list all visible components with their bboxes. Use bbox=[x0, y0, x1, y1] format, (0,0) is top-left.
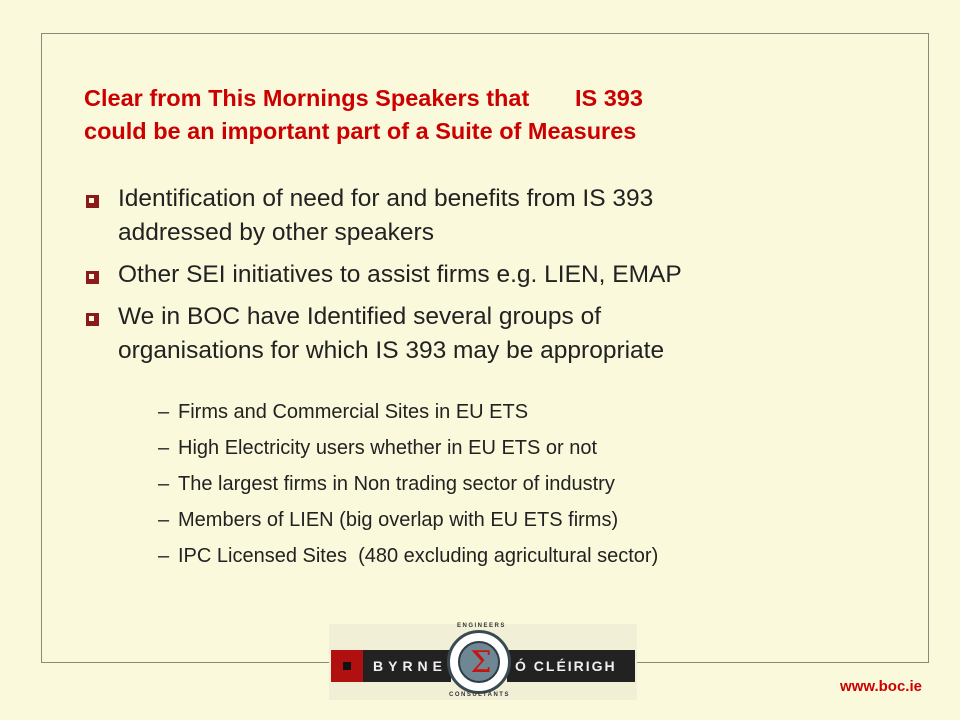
sub-bullet-item bbox=[160, 544, 880, 580]
sigma-icon: Σ bbox=[470, 645, 492, 680]
bullet-item bbox=[84, 300, 904, 368]
logo-emblem-inner bbox=[458, 641, 500, 683]
company-logo bbox=[329, 624, 637, 700]
sub-bullet-text: The largest firms in Non trading sector of industry bbox=[178, 473, 615, 495]
dash-marker: – bbox=[158, 509, 170, 531]
logo-red-square bbox=[331, 650, 363, 682]
footer-url: www.boc.ie bbox=[840, 678, 922, 695]
dash-marker: – bbox=[158, 437, 170, 459]
title-line-1: Clear from This Mornings Speakers that IS 393 bbox=[84, 85, 643, 111]
sub-bullet-text: IPC Licensed Sites (480 excluding agricultural sector) bbox=[178, 545, 659, 567]
bullet-text-line: We in BOC have Identified several groups of bbox=[118, 303, 602, 330]
sub-bullet-text: Firms and Commercial Sites in EU ETS bbox=[178, 401, 529, 423]
logo-emblem bbox=[447, 630, 511, 694]
bullet-text-line: organisations for which IS 393 may be appropriate bbox=[118, 337, 665, 364]
bullet-text-line: Other SEI initiatives to assist firms e.g. LIEN, EMAP bbox=[118, 261, 682, 288]
title-line-2: could be an important part of a Suite of Measures bbox=[84, 118, 637, 144]
square-bullet-icon bbox=[86, 313, 99, 326]
sub-bullet-text: Members of LIEN (big overlap with EU ETS firms) bbox=[178, 509, 619, 531]
logo-top-arc-text: ENGINEERS bbox=[457, 623, 506, 629]
bullet-text-line: addressed by other speakers bbox=[118, 219, 434, 246]
bullet-list bbox=[84, 182, 904, 376]
square-bullet-icon bbox=[86, 195, 99, 208]
bullet-text-line: Identification of need for and benefits from IS 393 bbox=[118, 185, 654, 212]
dash-marker: – bbox=[158, 545, 170, 567]
sub-bullet-item bbox=[160, 508, 880, 544]
dash-marker: – bbox=[158, 401, 170, 423]
logo-right-word: Ó CLÉIRIGH bbox=[515, 658, 617, 674]
slide-title bbox=[84, 82, 884, 148]
sub-bullet-list bbox=[160, 400, 880, 580]
bullet-item bbox=[84, 182, 904, 250]
logo-bottom-arc-text: CONSULTANTS bbox=[449, 692, 510, 698]
sub-bullet-item bbox=[160, 472, 880, 508]
sub-bullet-item bbox=[160, 436, 880, 472]
bullet-item bbox=[84, 258, 904, 292]
sub-bullet-item bbox=[160, 400, 880, 436]
logo-left-word: BYRNE bbox=[373, 658, 448, 674]
dash-marker: – bbox=[158, 473, 170, 495]
sub-bullet-text: High Electricity users whether in EU ETS or not bbox=[178, 437, 598, 459]
square-bullet-icon bbox=[86, 271, 99, 284]
